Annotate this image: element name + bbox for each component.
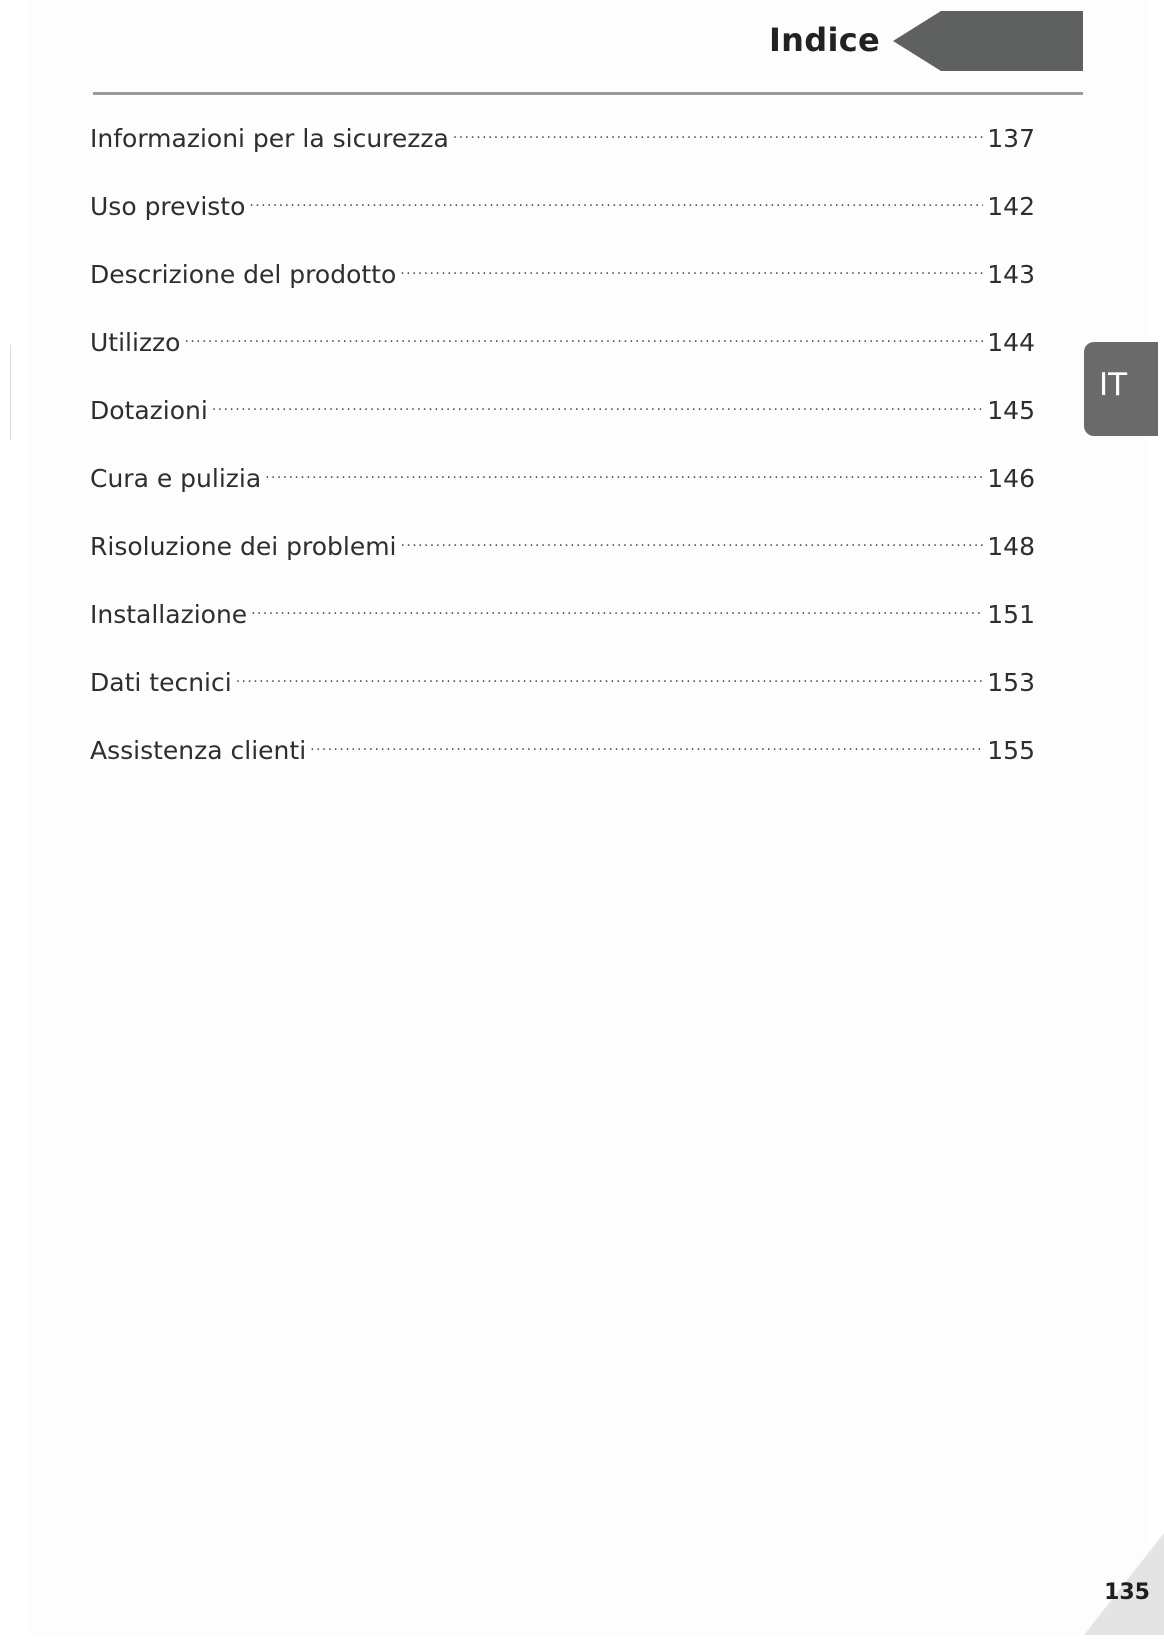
toc-entry-page: 143 <box>987 260 1035 289</box>
toc-entry[interactable] <box>90 647 1035 715</box>
toc-entry[interactable] <box>90 103 1035 171</box>
header-divider <box>93 92 1083 95</box>
toc-entry-page: 151 <box>987 600 1035 629</box>
toc-leader-dots <box>236 647 984 691</box>
margin-mark <box>10 345 11 440</box>
toc-entry-label: Cura e pulizia <box>90 464 262 493</box>
toc-leader-dots <box>400 239 983 283</box>
toc-leader-dots <box>265 443 983 487</box>
toc-leader-dots <box>401 511 984 555</box>
toc-leader-dots <box>249 171 983 215</box>
toc-leader-dots <box>184 307 983 351</box>
toc-entry-label: Dati tecnici <box>90 668 232 697</box>
toc-entry-label: Utilizzo <box>90 328 181 357</box>
toc-entry-label: Risoluzione dei problemi <box>90 532 397 561</box>
toc-entry-page: 153 <box>987 668 1035 697</box>
toc-entry[interactable] <box>90 171 1035 239</box>
toc-entry-label: Informazioni per la sicurezza <box>90 124 449 153</box>
toc-entry[interactable] <box>90 715 1035 783</box>
toc-entry-label: Installazione <box>90 600 248 629</box>
toc-entry-page: 142 <box>987 192 1035 221</box>
page-title: Indice <box>768 21 880 59</box>
toc-entry-page: 137 <box>987 124 1035 153</box>
toc-entry-page: 144 <box>987 328 1035 357</box>
language-tab[interactable] <box>1084 342 1158 436</box>
toc-entry[interactable] <box>90 239 1035 307</box>
toc-leader-dots <box>212 375 983 419</box>
toc-entry-label: Dotazioni <box>90 396 208 425</box>
language-tab-label: IT <box>1099 367 1128 403</box>
toc-entry[interactable] <box>90 307 1035 375</box>
toc-leader-dots <box>453 103 983 147</box>
toc-entry-page: 146 <box>987 464 1035 493</box>
toc-leader-dots <box>251 579 983 623</box>
toc-entry[interactable] <box>90 511 1035 579</box>
toc-leader-dots <box>310 715 983 759</box>
toc-entry-label: Assistenza clienti <box>90 736 307 765</box>
table-of-contents <box>90 103 1035 783</box>
toc-entry-page: 155 <box>987 736 1035 765</box>
page-number: 135 <box>1104 1580 1150 1605</box>
toc-entry-page: 145 <box>987 396 1035 425</box>
toc-entry[interactable] <box>90 443 1035 511</box>
toc-entry-label: Descrizione del prodotto <box>90 260 397 289</box>
toc-entry[interactable] <box>90 375 1035 443</box>
toc-entry-label: Uso previsto <box>90 192 246 221</box>
arrow-tab-icon <box>893 11 1083 71</box>
toc-entry[interactable] <box>90 579 1035 647</box>
toc-entry-page: 148 <box>987 532 1035 561</box>
